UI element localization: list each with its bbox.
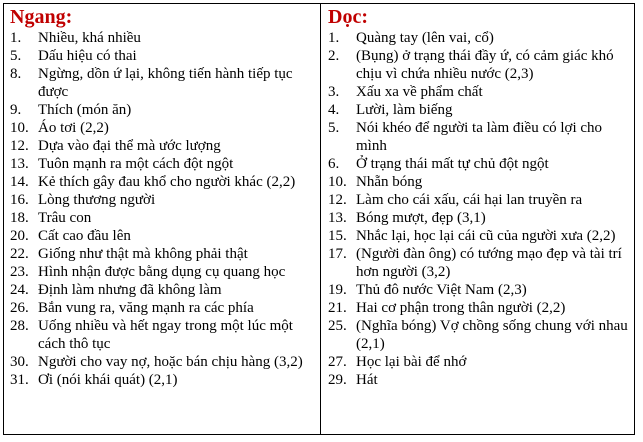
clue-item — [328, 281, 630, 299]
clue-number: 13. — [10, 156, 29, 172]
clue-item — [10, 227, 316, 245]
clue-text: Hình nhận được bằng dụng cụ quang học — [38, 264, 286, 280]
clue-item — [328, 317, 630, 353]
clue-item — [328, 245, 630, 281]
clue-text: Lười, làm biếng — [356, 102, 453, 118]
clue-number: 8. — [10, 66, 22, 82]
clue-item — [10, 119, 316, 137]
clue-text: Lòng thương người — [38, 192, 156, 208]
clue-text: Làm cho cái xấu, cái hại lan truyền ra — [356, 192, 583, 208]
down-column — [321, 4, 634, 434]
clue-text: Giống như thật mà không phải thật — [38, 246, 248, 262]
clue-number: 24. — [10, 282, 29, 298]
clue-number: 16. — [10, 192, 29, 208]
clue-number: 10. — [10, 120, 29, 136]
clue-number: 21. — [328, 300, 347, 316]
clue-number: 26. — [10, 300, 29, 316]
clue-item — [10, 47, 316, 65]
clue-text: Áo tơi (2,2) — [38, 120, 109, 136]
clue-text: Dựa vào đại thể mà ước lượng — [38, 138, 221, 154]
clue-text: Tuôn mạnh ra một cách đột ngột — [38, 156, 234, 172]
across-heading: Ngang: — [10, 6, 73, 28]
clue-text: Người cho vay nợ, hoặc bán chịu hàng (3,2) — [38, 354, 303, 370]
clue-item — [328, 299, 630, 317]
clue-number: 27. — [328, 354, 347, 370]
clue-number: 22. — [10, 246, 29, 262]
clue-number: 2. — [328, 48, 340, 64]
clue-item — [10, 101, 316, 119]
clue-text: Học lại bài để nhớ — [356, 354, 467, 370]
clue-text: Kẻ thích gây đau khổ cho người khác (2,2) — [38, 174, 296, 190]
clue-number: 20. — [10, 228, 29, 244]
clue-number: 15. — [328, 228, 347, 244]
clue-item — [328, 353, 630, 371]
clue-number: 31. — [10, 372, 29, 388]
clue-text: Dấu hiệu có thai — [38, 48, 137, 64]
crossword-clue-table — [3, 3, 635, 435]
clue-number: 19. — [328, 282, 347, 298]
clue-number: 10. — [328, 174, 347, 190]
clue-text: Thủ đô nước Việt Nam (2,3) — [356, 282, 527, 298]
clue-item — [10, 137, 316, 155]
clue-item — [328, 155, 630, 173]
clue-number: 13. — [328, 210, 347, 226]
clue-number: 25. — [328, 318, 347, 334]
clue-number: 1. — [328, 30, 340, 46]
clue-text: Bóng mượt, đẹp (3,1) — [356, 210, 486, 226]
down-clue-list — [328, 29, 630, 389]
clue-item — [10, 353, 316, 371]
clue-item — [328, 209, 630, 227]
clue-item — [10, 245, 316, 263]
clue-number: 12. — [10, 138, 29, 154]
clue-item — [10, 317, 316, 353]
clue-text: (Người đàn ông) có tướng mạo đẹp và tài trí hơn người (3,2) — [356, 246, 622, 280]
clue-item — [10, 371, 316, 389]
down-heading: Dọc: — [328, 6, 368, 28]
clue-text: (Nghĩa bóng) Vợ chồng sống chung với nhau (2,1) — [356, 318, 628, 352]
clue-item — [10, 65, 316, 101]
clue-item — [10, 281, 316, 299]
clue-item — [10, 191, 316, 209]
clue-item — [10, 299, 316, 317]
clue-text: Quàng tay (lên vai, cổ) — [356, 30, 494, 46]
clue-number: 3. — [328, 84, 340, 100]
clue-number: 1. — [10, 30, 22, 46]
clue-item — [328, 227, 630, 245]
clue-text: Cất cao đầu lên — [38, 228, 131, 244]
clue-text: Nhẵn bóng — [356, 174, 423, 190]
clue-number: 17. — [328, 246, 347, 262]
clue-item — [328, 47, 630, 83]
clue-item — [10, 263, 316, 281]
clue-text: Thích (món ăn) — [38, 102, 132, 118]
clue-item — [328, 29, 630, 47]
clue-number: 12. — [328, 192, 347, 208]
clue-number: 9. — [10, 102, 22, 118]
clue-text: Nhắc lại, học lại cái cũ của người xưa (2,2) — [356, 228, 616, 244]
clue-text: Định làm nhưng đã không làm — [38, 282, 222, 298]
clue-text: (Bụng) ở trạng thái đầy ứ, có cảm giác khó chịu vì chứa nhiều nước (2,3) — [356, 48, 614, 82]
clue-item — [328, 119, 630, 155]
across-column — [4, 4, 321, 434]
clue-text: Trâu con — [38, 210, 92, 226]
clue-text: Ở trạng thái mất tự chủ đột ngột — [356, 156, 549, 172]
clue-item — [10, 173, 316, 191]
clue-text: Nhiều, khá nhiều — [38, 30, 141, 46]
clue-item — [328, 191, 630, 209]
across-clue-list — [10, 29, 316, 389]
clue-number: 5. — [328, 120, 340, 136]
clue-text: Ngừng, dồn ứ lại, không tiến hành tiếp tục được — [38, 66, 293, 100]
clue-number: 6. — [328, 156, 340, 172]
clue-text: Nói khéo để người ta làm điều có lợi cho mình — [356, 120, 603, 154]
clue-item — [328, 173, 630, 191]
clue-text: Hát — [356, 372, 378, 388]
clue-number: 23. — [10, 264, 29, 280]
clue-item — [10, 209, 316, 227]
clue-text: Ơi (nói khái quát) (2,1) — [38, 372, 178, 388]
clue-text: Bắn vung ra, văng mạnh ra các phía — [38, 300, 254, 316]
clue-item — [328, 371, 630, 389]
clue-text: Hai cơ phận trong thân người (2,2) — [356, 300, 566, 316]
clue-number: 5. — [10, 48, 22, 64]
clue-number: 18. — [10, 210, 29, 226]
clue-number: 4. — [328, 102, 340, 118]
clue-item — [328, 101, 630, 119]
clue-number: 28. — [10, 318, 29, 334]
clue-number: 29. — [328, 372, 347, 388]
clue-text: Uống nhiều và hết ngay trong một lúc một cách thô tục — [38, 318, 293, 352]
clue-number: 30. — [10, 354, 29, 370]
clue-item — [10, 29, 316, 47]
clue-text: Xấu xa về phẩm chất — [356, 84, 483, 100]
clue-number: 14. — [10, 174, 29, 190]
clue-item — [10, 155, 316, 173]
clue-item — [328, 83, 630, 101]
